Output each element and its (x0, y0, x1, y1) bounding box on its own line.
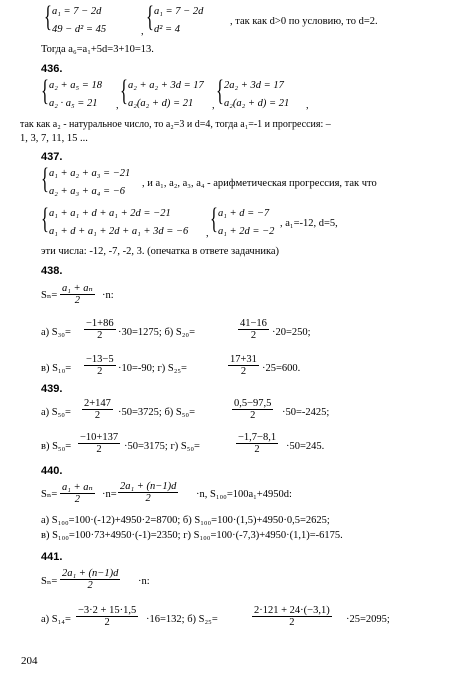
text-line: ·10=-90; г) S₂₅= (118, 363, 187, 374)
fraction (228, 354, 259, 377)
system-line: a₂ + a₂ + 3d = 17 (128, 80, 204, 91)
text-line: ·n: (102, 290, 114, 301)
system-line: a₁ + 2d = −2 (218, 226, 275, 237)
brace: { (41, 74, 49, 107)
separator: , (306, 100, 309, 111)
denominator: 2 (236, 443, 278, 455)
numerator: 0,5−97,5 (234, 398, 272, 409)
fraction (60, 568, 120, 591)
answer-label: а) S₁₄= (41, 614, 71, 625)
fraction (238, 318, 269, 341)
system-line: 2a₂ + 3d = 17 (224, 80, 284, 91)
problem-number: 440. (41, 465, 63, 477)
brace: { (216, 74, 224, 107)
formula-label: Sₙ= (41, 290, 58, 301)
text-line: ·n, S₁₀₀=100a₁+4950d: (196, 489, 292, 500)
denominator: 2 (60, 294, 95, 306)
numerator: 2·121 + 24·(−3,1) (254, 605, 330, 616)
brace: { (120, 74, 128, 107)
problem-number: 436. (41, 63, 63, 75)
denominator: 2 (82, 409, 113, 421)
answer-label: а) S₃₀= (41, 327, 71, 338)
numerator: 2a₁ + (n−1)d (120, 481, 177, 492)
answer-label: а) S₅₀= (41, 407, 71, 418)
brace: { (41, 202, 49, 235)
text-line: ·16=132; б) S₂₅= (146, 614, 218, 625)
denominator: 2 (60, 493, 95, 505)
separator: , (206, 228, 209, 239)
fraction (232, 398, 273, 421)
system-line: a₁ + a₁ + d + a₁ + 2d = −21 (49, 208, 171, 219)
system-line: a₂ + a₅ = 18 (49, 80, 102, 91)
denominator: 2 (238, 329, 269, 341)
brace: { (44, 0, 52, 33)
text-line: ·50=3175; г) S₅₀= (124, 441, 200, 452)
fraction (84, 318, 116, 341)
numerator: a₁ + aₙ (62, 482, 93, 493)
brace: { (146, 0, 154, 33)
numerator: −1,7−8,1 (238, 432, 277, 443)
text-line: , так как d>0 по условию, то d=2. (230, 16, 378, 27)
text-line: эти числа: -12, -7, -2, 3. (опечатка в ответе задачника) (41, 246, 280, 257)
system-line: a₁ + d + a₁ + 2d + a₁ + 3d = −6 (49, 226, 189, 237)
text-line: 1, 3, 7, 11, 15 ... (20, 133, 88, 144)
denominator: 2 (228, 365, 259, 377)
denominator: 2 (78, 443, 120, 455)
formula-label: Sₙ= (41, 576, 58, 587)
system-line: a₁ = 7 − 2d (154, 6, 204, 17)
numerator: a₁ + aₙ (62, 283, 93, 294)
numerator: 2+147 (84, 398, 111, 409)
denominator: 2 (76, 616, 138, 628)
text-line: ·50=3725; б) S₅₀= (118, 407, 196, 418)
denominator: 2 (84, 329, 116, 341)
denominator: 2 (118, 492, 178, 504)
system-line: a₂(a₂ + d) = 21 (128, 98, 194, 109)
text-line: так как a₂ - натуральное число, то a₂=3 и d=4, тогда a₁=-1 и прогрессия: – (20, 119, 331, 130)
system-line: a₂ + a₃ + a₄ = −6 (49, 186, 126, 197)
denominator: 2 (60, 579, 120, 591)
system-line: 49 − d² = 45 (52, 24, 107, 35)
system-line: a₂ · a₅ = 21 (49, 98, 98, 109)
system-line: a₁ + d = −7 (218, 208, 270, 219)
separator: , (116, 100, 119, 111)
problem-number: 438. (41, 265, 63, 277)
system-line: a₁ = 7 − 2d (52, 6, 102, 17)
problem-number: 441. (41, 551, 63, 563)
text-line: а) S₁₀₀=100·(-12)+4950·2=8700; б) S₁₀₀=100·(1,5)+4950·0,5=2625; (41, 515, 330, 526)
system-line: a₁ + a₂ + a₃ = −21 (49, 168, 131, 179)
system-line: d² = 4 (154, 24, 180, 35)
fraction (76, 605, 138, 628)
text-line: ·n= (102, 489, 117, 500)
separator: , (212, 100, 215, 111)
denominator: 2 (232, 409, 273, 421)
text-line: ·50=-2425; (282, 407, 330, 418)
text-line: ·30=1275; б) S₂₀= (118, 327, 196, 338)
separator: , (141, 26, 144, 37)
text-line: , и a₁, a₂, a₃, a₄ - арифметическая прогрессия, так что (142, 178, 377, 189)
answer-label: в) S₅₀= (41, 441, 72, 452)
page-number: 204 (21, 655, 38, 667)
text-line: Тогда a₆=a₁+5d=3+10=13. (41, 44, 154, 55)
fraction (118, 481, 178, 504)
numerator: −10+137 (80, 432, 119, 443)
numerator: −1+86 (86, 318, 114, 329)
fraction (82, 398, 113, 421)
brace: { (41, 162, 49, 195)
text-line: ·50=245. (286, 441, 325, 452)
text-line: ·25=2095; (346, 614, 390, 625)
brace: { (210, 202, 218, 235)
denominator: 2 (84, 365, 116, 377)
text-line: ·25=600. (262, 363, 301, 374)
numerator: −3·2 + 15·1,5 (78, 605, 137, 616)
text-line: в) S₁₀₀=100·73+4950·(-1)=2350; г) S₁₀₀=100·(-7,3)+4950·(1,1)=-6175. (41, 530, 343, 541)
fraction (252, 605, 332, 628)
fraction (60, 481, 95, 505)
formula-label: Sₙ= (41, 489, 58, 500)
fraction (236, 432, 278, 455)
text-line: ·n: (138, 576, 150, 587)
problem-number: 439. (41, 383, 63, 395)
answer-label: в) S₁₀= (41, 363, 72, 374)
text-line: ·20=250; (272, 327, 311, 338)
fraction (60, 282, 95, 306)
denominator: 2 (252, 616, 332, 628)
text-line: , a₁=-12, d=5, (280, 218, 338, 229)
numerator: −13−5 (86, 354, 114, 365)
numerator: 2a₁ + (n−1)d (62, 568, 119, 579)
numerator: 41−16 (240, 318, 267, 329)
fraction (78, 432, 120, 455)
problem-number: 437. (41, 151, 63, 163)
numerator: 17+31 (230, 354, 257, 365)
fraction (84, 354, 116, 377)
system-line: a₂(a₂ + d) = 21 (224, 98, 290, 109)
